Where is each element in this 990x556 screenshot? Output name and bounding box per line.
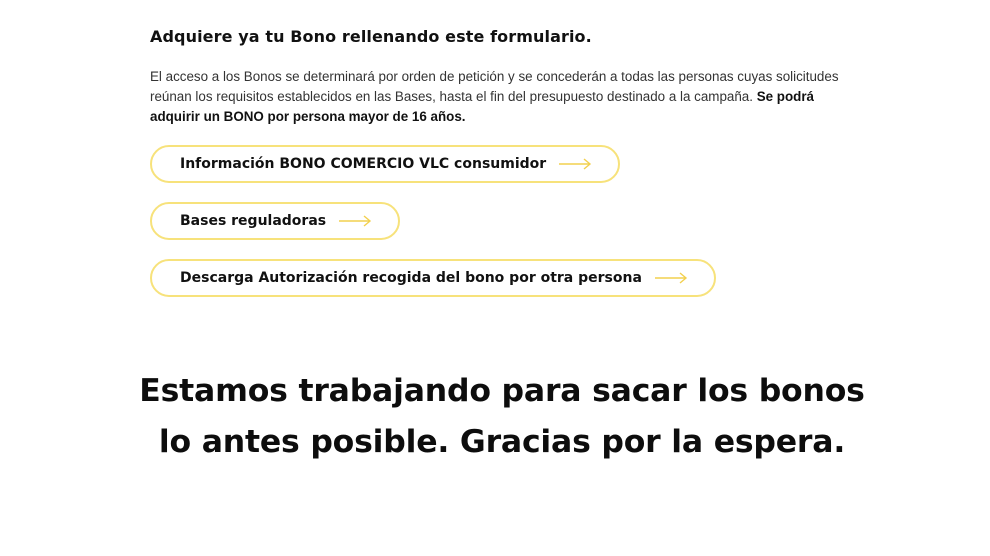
bases-reguladoras-button[interactable] xyxy=(150,202,400,240)
intro-paragraph xyxy=(150,67,850,127)
info-bono-button[interactable] xyxy=(150,145,620,183)
status-headline xyxy=(0,366,990,468)
link-buttons xyxy=(150,145,850,316)
headline-line-1: Estamos trabajando para sacar los bonos xyxy=(139,373,865,409)
headline-line-2: lo antes posible. Gracias por la espera. xyxy=(158,424,846,460)
intro-bold-text: Se podrá adquirir un BONO por persona mayor de 16 años. xyxy=(150,89,814,124)
intro-text: El acceso a los Bonos se determinará por orden de petición y se concederán a todas las personas cuyas solicitudes reúnan los requisitos establecidos en las Bases, hasta el fin del presupuesto destinado a la campaña. xyxy=(150,69,839,104)
form-title: Adquiere ya tu Bono rellenando este formulario. xyxy=(150,27,592,46)
form-section xyxy=(150,26,850,316)
arrow-right-icon xyxy=(654,272,688,284)
bases-reguladoras-label: Bases reguladoras xyxy=(180,213,327,229)
arrow-right-icon xyxy=(338,215,372,227)
arrow-right-icon xyxy=(558,158,592,170)
descarga-autorizacion-label: Descarga Autorización recogida del bono por otra persona xyxy=(180,270,642,286)
descarga-autorizacion-button[interactable] xyxy=(150,259,716,297)
info-bono-label: Información BONO COMERCIO VLC consumidor xyxy=(180,156,547,172)
